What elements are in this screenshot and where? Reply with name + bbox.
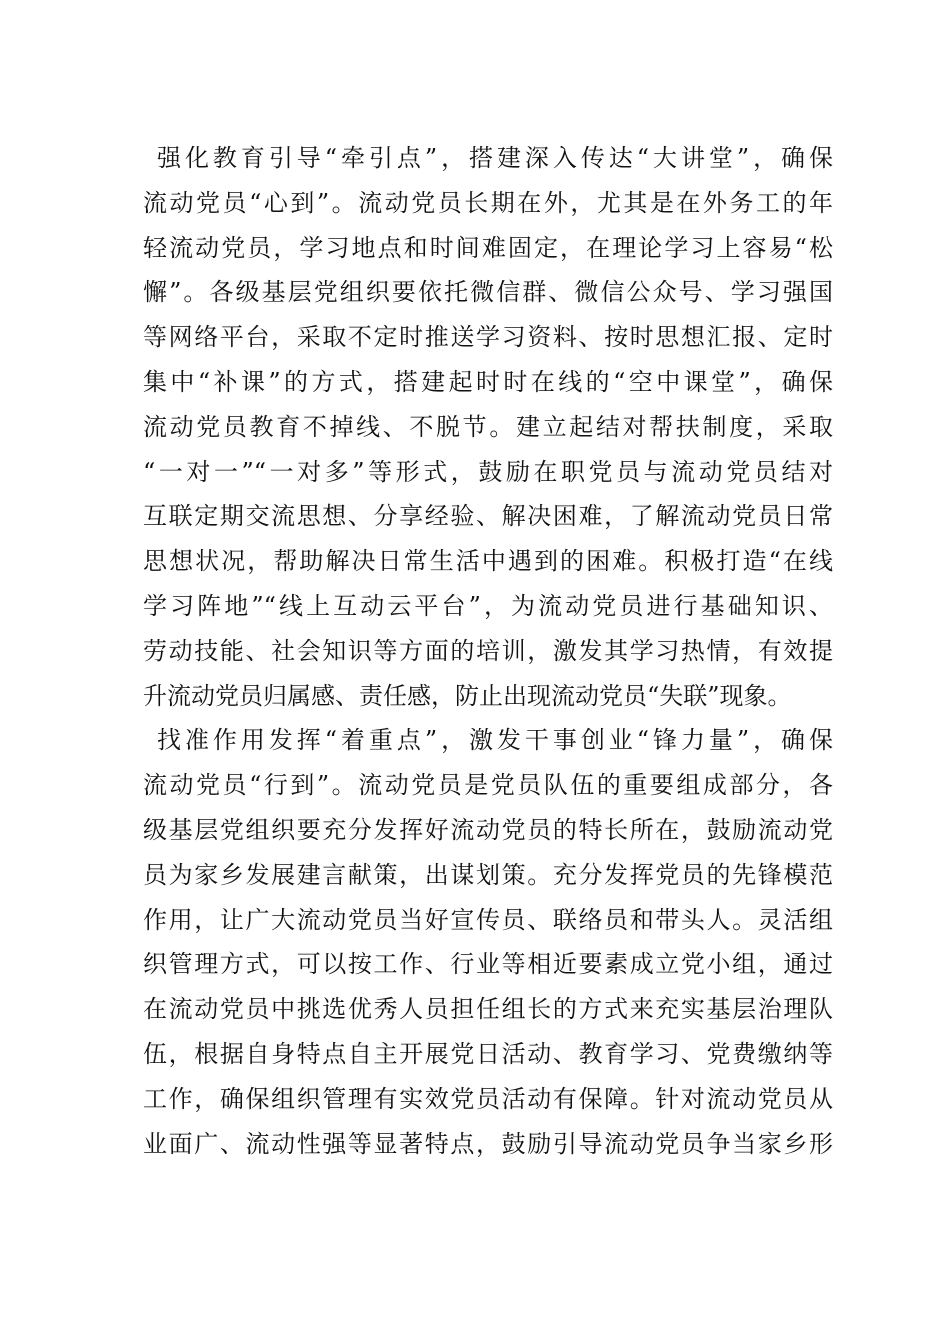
text-line: 等网络平台，采取不定时推送学习资料、按时思想汇报、定时 (143, 323, 833, 352)
paragraph-role-play (143, 718, 833, 1166)
text-line: 作用，让广大流动党员当好宣传员、联络员和带头人。灵活组 (143, 905, 833, 934)
text-line: 伍，根据自身特点自主开展党日活动、教育学习、党费缴纳等 (143, 1039, 833, 1068)
text-line: 织管理方式，可以按工作、行业等相近要素成立党小组，通过 (143, 950, 833, 979)
text-line: 懈”。各级基层党组织要依托微信群、微信公众号、学习强国 (143, 278, 833, 307)
text-line: 找准作用发挥“着重点”，激发干事创业“锋力量”，确保 (157, 726, 833, 755)
text-line: 业面广、流动性强等显著特点，鼓励引导流动党员争当家乡形 (143, 1129, 833, 1158)
text-line: “一对一”“一对多”等形式，鼓励在职党员与流动党员结对 (143, 457, 833, 486)
text-line: 思想状况，帮助解决日常生活中遇到的困难。积极打造“在线 (143, 547, 833, 576)
text-line: 在流动党员中挑选优秀人员担任组长的方式来充实基层治理队 (143, 995, 833, 1024)
text-line: 流动党员“心到”。流动党员长期在外，尤其是在外务工的年 (143, 188, 833, 217)
text-line: 劳动技能、社会知识等方面的培训，激发其学习热情，有效提 (143, 636, 833, 665)
paragraph-education-guidance (143, 136, 833, 718)
text-line: 流动党员“行到”。流动党员是党员队伍的重要组成部分，各 (143, 771, 833, 800)
text-line: 升流动党员归属感、责任感，防止出现流动党员“失联”现象。 (143, 681, 792, 710)
document-body (143, 136, 833, 1166)
text-line: 集中“补课”的方式，搭建起时时在线的“空中课堂”，确保 (143, 367, 833, 396)
text-line: 流动党员教育不掉线、不脱节。建立起结对帮扶制度，采取 (143, 412, 833, 441)
text-line: 员为家乡发展建言献策，出谋划策。充分发挥党员的先锋模范 (143, 860, 833, 889)
text-line: 轻流动党员，学习地点和时间难固定，在理论学习上容易“松 (143, 233, 833, 262)
text-line: 学习阵地”“线上互动云平台”，为流动党员进行基础知识、 (143, 591, 833, 620)
text-line: 级基层党组织要充分发挥好流动党员的特长所在，鼓励流动党 (143, 815, 833, 844)
text-line: 互联定期交流思想、分享经验、解决困难，了解流动党员日常 (143, 502, 833, 531)
text-line: 工作，确保组织管理有实效党员活动有保障。针对流动党员从 (143, 1084, 833, 1113)
text-line: 强化教育引导“牵引点”，搭建深入传达“大讲堂”，确保 (157, 144, 833, 172)
